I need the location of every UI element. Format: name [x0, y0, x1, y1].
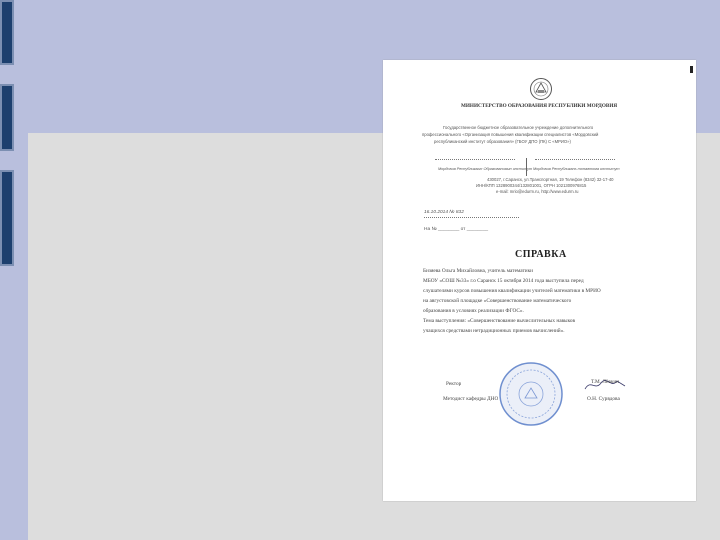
signature-role: Методист кафедры ДНО: [443, 396, 499, 402]
ministry-emblem-icon: [529, 77, 553, 101]
signature-name: О.Н. Сурвдова: [587, 396, 620, 402]
address-line: e-mail: mrio@edurm.ru, http://www.edurm.ru: [496, 189, 579, 194]
divider: [535, 159, 615, 160]
body-line: слушателями курсов повышения квалификации учителей математики в МРИО: [423, 288, 601, 294]
sidebar-tab-2[interactable]: [0, 84, 14, 151]
body-line: Бизяева Ольга Михайловна, учитель математики: [423, 268, 534, 274]
sidebar-tab-3[interactable]: [0, 170, 14, 266]
scanned-certificate: [383, 60, 696, 501]
scan-mark: [690, 66, 693, 73]
institution-line: республиканский институт образования» (ГБОУ ДПО (ПК) С «МРИО»): [434, 139, 571, 144]
certificate-title: СПРАВКА: [515, 249, 567, 260]
reference-line: На № ________ от ________: [424, 227, 489, 232]
institution-name-left: Мордовия Республикаын Образованияын институт: [438, 167, 533, 171]
body-line: МБОУ «СОШ №33» г.о Саранск 15 октября 2014 года выступила перед: [423, 278, 584, 284]
body-line: на августовской площадке «Совершенствование математического: [423, 298, 572, 304]
date-underline: [424, 217, 519, 218]
institution-line: Государственное бюджетное образовательное учреждение дополнительного: [443, 125, 594, 130]
date-line: 16.10.2014 № 832: [424, 210, 464, 215]
body-line: учащихся средствами нетрадиционных приемов вычислений».: [423, 328, 565, 334]
institution-name-right: Мордовия Республикань тонавтома институт: [533, 167, 620, 171]
ministry-header: МИНИСТЕРСТВО ОБРАЗОВАНИЯ РЕСПУБЛИКИ МОРДОВИЯ: [461, 103, 618, 109]
institution-line: профессионального «Организация повышения квалификации специалистов «Мордовский: [422, 132, 599, 137]
signature-role: Ректор: [446, 381, 462, 387]
body-line: образования в условиях реализации ФГОС».: [423, 308, 524, 314]
address-line: 430027, г.Саранск, ул.Транспортная, 19 Телефон (8342) 32-17-40: [487, 177, 614, 182]
body-line: Тема выступления: «Совершенствование вычислительных навыков: [423, 318, 576, 324]
divider: [435, 159, 515, 160]
address-line: ИНН/КПП 1328900344/132801001, ОГРН 1021300976815: [476, 183, 587, 188]
sidebar-tab-1[interactable]: [0, 0, 14, 65]
official-stamp-icon: [498, 361, 564, 427]
signature-name: Т.М. Лёвкин: [591, 379, 620, 385]
